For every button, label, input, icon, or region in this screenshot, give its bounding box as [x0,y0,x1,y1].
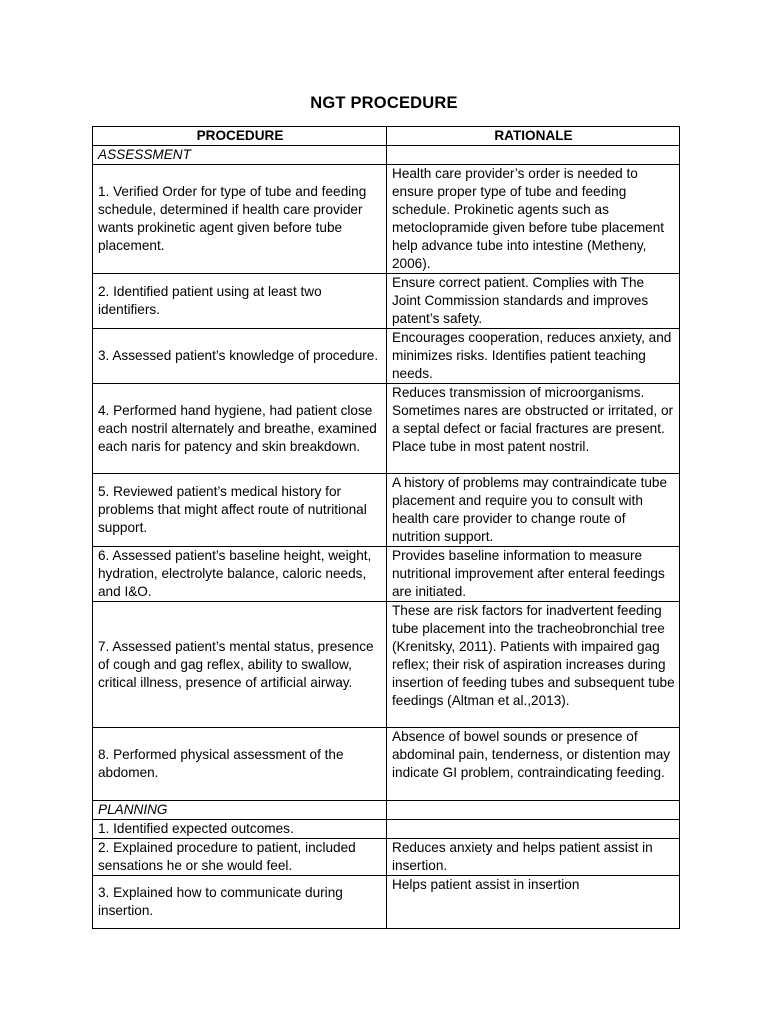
empty-cell [387,146,680,165]
rationale-column-header: RATIONALE [387,127,680,146]
procedure-table [92,126,680,929]
procedure-cell: 2. Identified patient using at least two identifiers. [93,274,387,329]
procedure-cell: 1. Verified Order for type of tube and feeding schedule, determined if health care provider wants prokinetic agent given before tube placement. [93,165,387,274]
rationale-cell: A history of problems may contraindicate tube placement and require you to consult with health care provider to change route of nutrition support. [387,474,680,547]
section-row-planning [93,801,680,820]
rationale-cell: These are risk factors for inadvertent feeding tube placement into the tracheobronchial tree (Krenitsky, 2011). Patients with impaired gag reflex; their risk of aspiration increases during insertion of feeding tubes and subsequent tube feedings (Altman et al.,2013). [387,602,680,728]
procedure-cell: 3. Assessed patient’s knowledge of procedure. [93,329,387,384]
table-row [93,820,680,839]
rationale-cell: Absence of bowel sounds or presence of abdominal pain, tenderness, or distention may indicate GI problem, contraindicating feeding. [387,728,680,801]
rationale-cell: Helps patient assist in insertion [387,876,680,929]
table-row [93,602,680,728]
rationale-cell: Health care provider’s order is needed to ensure proper type of tube and feeding schedule. Prokinetic agents such as metoclopramide given before tube placement help advance tube into intestine (Metheny, 2006). [387,165,680,274]
table-row [93,274,680,329]
table-row [93,384,680,474]
procedure-cell: 7. Assessed patient’s mental status, presence of cough and gag reflex, ability to swallow, critical illness, presence of artificial airway. [93,602,387,728]
rationale-cell: Reduces transmission of microorganisms. Sometimes nares are obstructed or irritated, or a septal defect or facial fractures are present. Place tube in most patent nostril. [387,384,680,474]
table-row [93,165,680,274]
empty-cell [387,801,680,820]
page-title: NGT PROCEDURE [310,94,458,112]
section-heading-assessment: ASSESSMENT [93,146,387,165]
table-row [93,329,680,384]
table-header-row [93,127,680,146]
procedure-cell: 6. Assessed patient’s baseline height, weight, hydration, electrolyte balance, caloric needs, and I&O. [93,547,387,602]
section-row-assessment [93,146,680,165]
procedure-cell: 1. Identified expected outcomes. [93,820,387,839]
procedure-cell: 8. Performed physical assessment of the abdomen. [93,728,387,801]
table-row [93,547,680,602]
table-row [93,728,680,801]
procedure-column-header: PROCEDURE [93,127,387,146]
rationale-cell [387,820,680,839]
section-heading-planning: PLANNING [93,801,387,820]
procedure-cell: 4. Performed hand hygiene, had patient close each nostril alternately and breathe, examined each naris for patency and skin breakdown. [93,384,387,474]
table-row [93,474,680,547]
rationale-cell: Ensure correct patient. Complies with The Joint Commission standards and improves patent’s safety. [387,274,680,329]
table-row [93,876,680,929]
procedure-cell: 5. Reviewed patient’s medical history for problems that might affect route of nutritional support. [93,474,387,547]
table-row [93,839,680,876]
rationale-cell: Provides baseline information to measure nutritional improvement after enteral feedings are initiated. [387,547,680,602]
rationale-cell: Reduces anxiety and helps patient assist in insertion. [387,839,680,876]
procedure-cell: 3. Explained how to communicate during insertion. [93,876,387,929]
rationale-cell: Encourages cooperation, reduces anxiety, and minimizes risks. Identifies patient teaching needs. [387,329,680,384]
procedure-cell: 2. Explained procedure to patient, included sensations he or she would feel. [93,839,387,876]
